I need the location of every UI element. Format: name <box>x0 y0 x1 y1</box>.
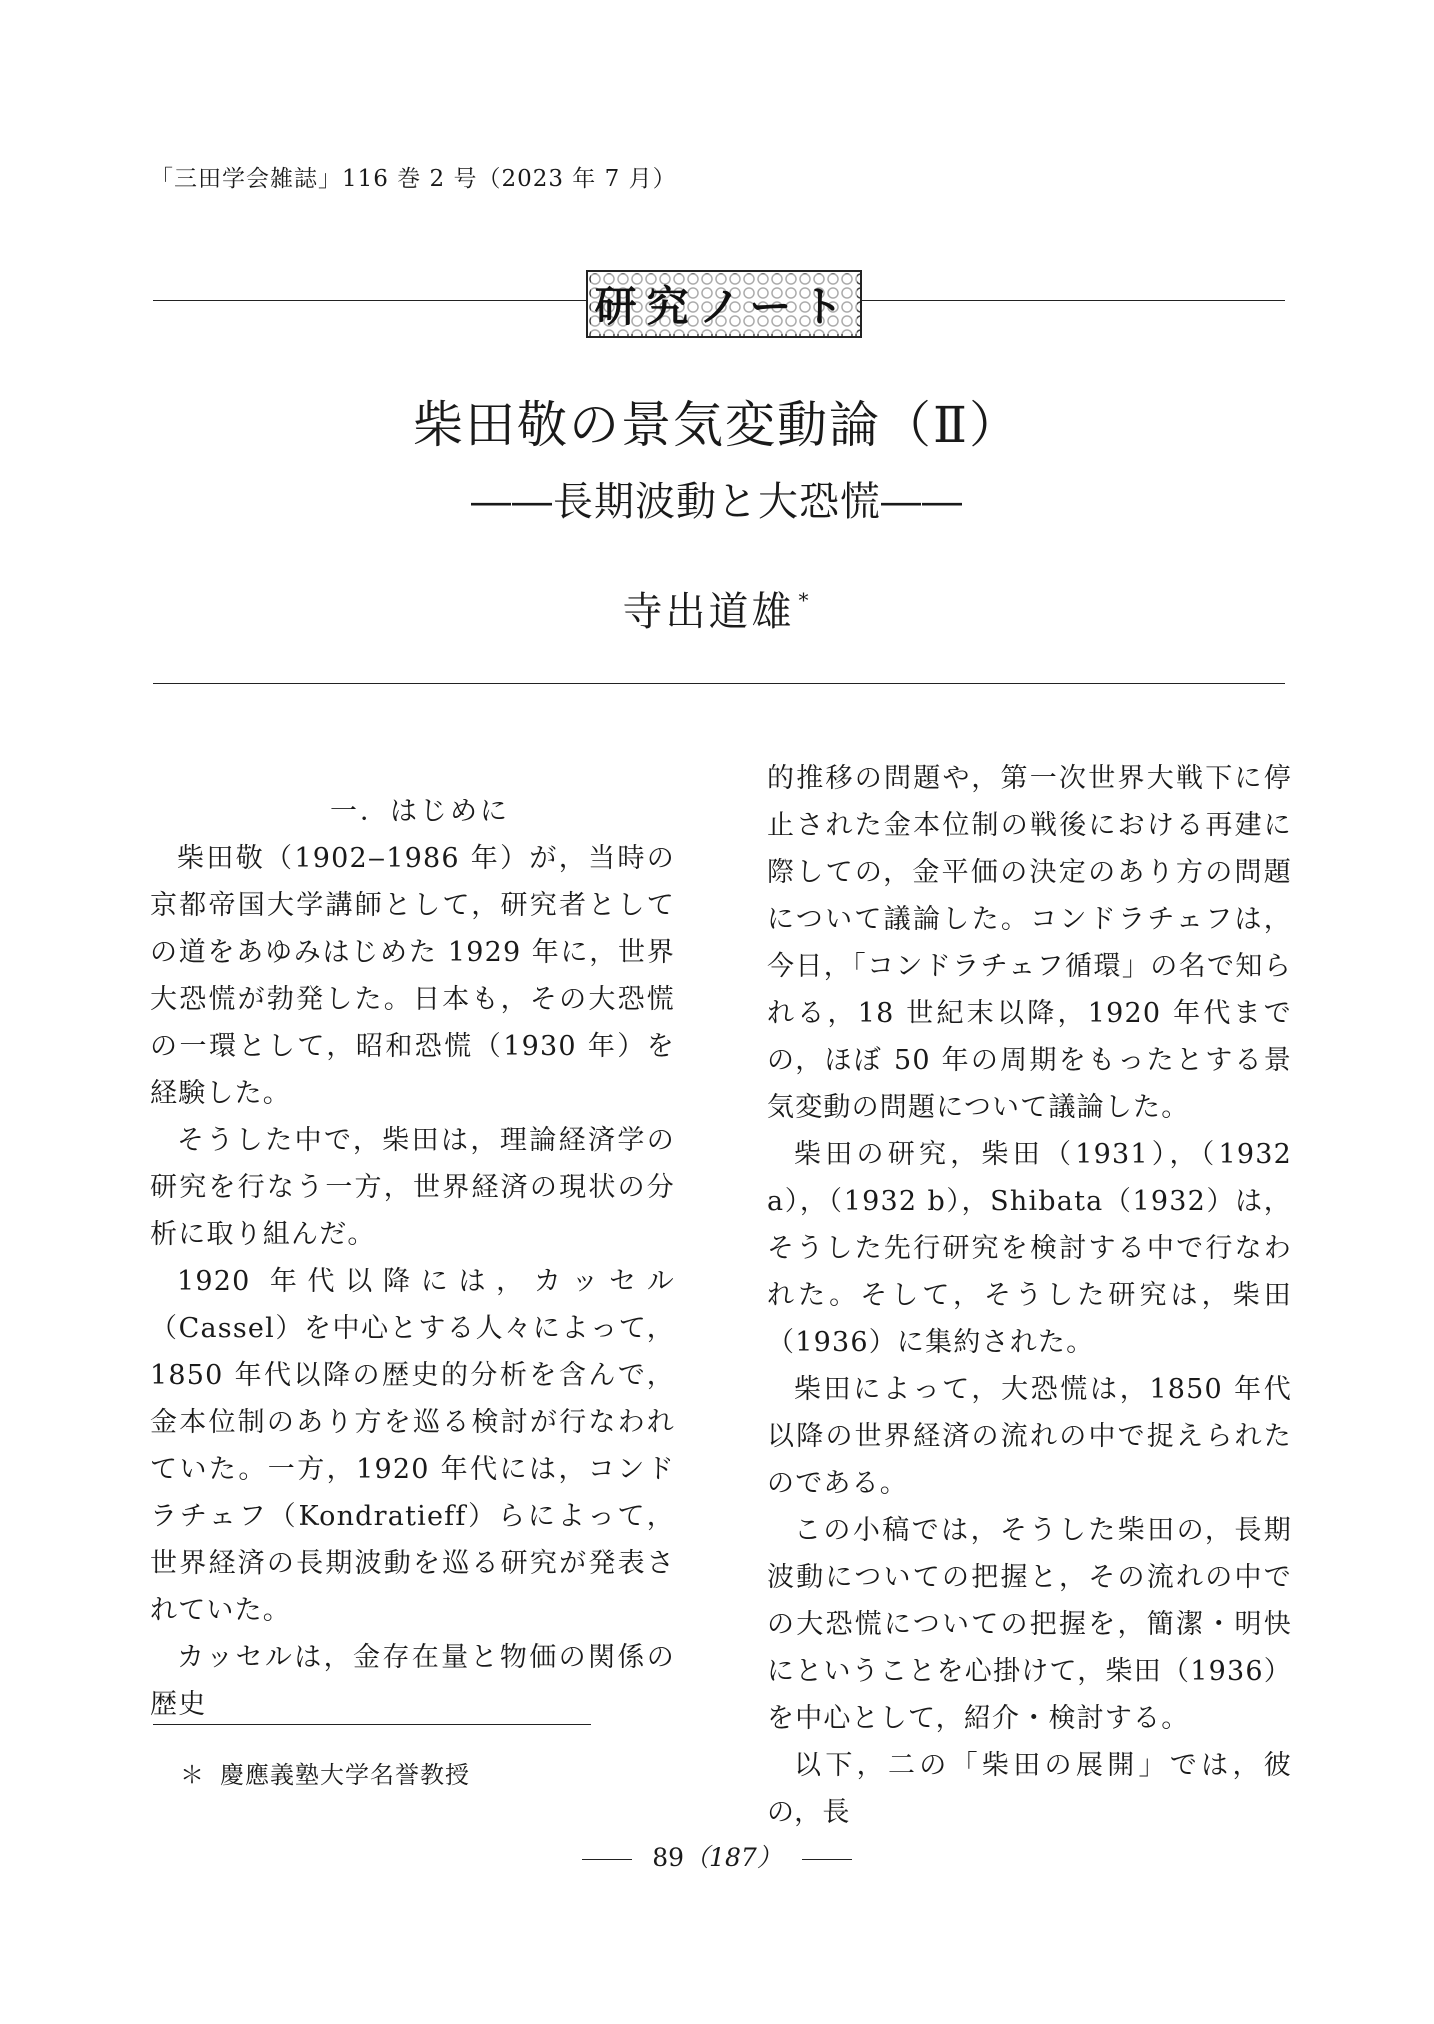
journal-citation: 「三田学会雑誌」116 巻 2 号（2023 年 7 月） <box>150 166 677 192</box>
footnote <box>180 1755 470 1790</box>
footnote-mark: ＊ <box>180 1761 205 1789</box>
right-column <box>767 755 1292 1836</box>
author-name: 寺出道雄 <box>622 589 795 635</box>
volume-page-number: （187） <box>684 1843 782 1872</box>
header-bottom-rule <box>153 683 1285 684</box>
paragraph: 柴田の研究，柴田（1931），（1932 a），（1932 b），Shibata（1932）は，そうした先行研究を検討する中で行なわれた。そして，そうした研究は，柴田（1936）に集約された。 <box>767 1139 1292 1358</box>
paragraph: 1920 年代以降には，カッセル（Cassel）を中心とする人々によって，1850 年代以降の歴史的分析を含んで，金本位制のあり方を巡る検討が行なわれていた。一方，1920 年代には，コンドラチェフ（Kondratieff）らによって，世界経済の長期波動を巡る研究が発表されていた。 <box>150 1266 675 1626</box>
page-dash-right <box>802 1859 852 1860</box>
paragraph: そうした中で，柴田は，理論経済学の研究を行なう一方，世界経済の現状の分析に取り組んだ。 <box>150 1125 675 1250</box>
section-heading: 一．はじめに <box>330 796 510 827</box>
author-line <box>0 580 1434 637</box>
page-number-value: 89 <box>652 1843 685 1872</box>
paragraph: 柴田によって，大恐慌は，1850 年代以降の世界経済の流れの中で捉えられたのである。 <box>767 1374 1292 1499</box>
left-column <box>150 788 675 1728</box>
page-number <box>0 1838 1434 1874</box>
page-dash-left <box>582 1859 632 1860</box>
badge-label: 研究ノート <box>591 274 858 334</box>
article-subtitle: ――長期波動と大恐慌―― <box>471 479 963 525</box>
footnote-text: 慶應義塾大学名誉教授 <box>220 1761 470 1789</box>
paragraph: この小稿では，そうした柴田の，長期波動についての把握と，その流れの中での大恐慌についての把握を，簡潔・明快にということを心掛けて，柴田（1936）を中心として，紹介・検討する。 <box>767 1515 1292 1734</box>
footnote-rule <box>153 1724 591 1725</box>
article-title: 柴田敬の景気変動論（Ⅱ） <box>413 396 1021 454</box>
research-note-badge <box>586 270 862 338</box>
paragraph: カッセルは，金存在量と物価の関係の歴史 <box>150 1642 675 1720</box>
paragraph: 以下，二の「柴田の展開」では，彼の，長 <box>767 1750 1292 1828</box>
paragraph-continuation: 的推移の問題や，第一次世界大戦下に停止された金本位制の戦後における再建に際しての，金平価の決定のあり方の問題について議論した。コンドラチェフは，今日，「コンドラチェフ循環」の名で知られる，18 世紀末以降，1920 年代までの，ほぼ 50 年の周期をもったとする景気変動の問題について議論した。 <box>767 763 1292 1123</box>
paragraph: 柴田敬（1902‒1986 年）が，当時の京都帝国大学講師として，研究者としての道をあゆみはじめた 1929 年に，世界大恐慌が勃発した。日本も，その大恐慌の一環として，昭和恐慌（1930 年）を経験した。 <box>150 843 675 1109</box>
author-footnote-mark: * <box>798 588 812 612</box>
